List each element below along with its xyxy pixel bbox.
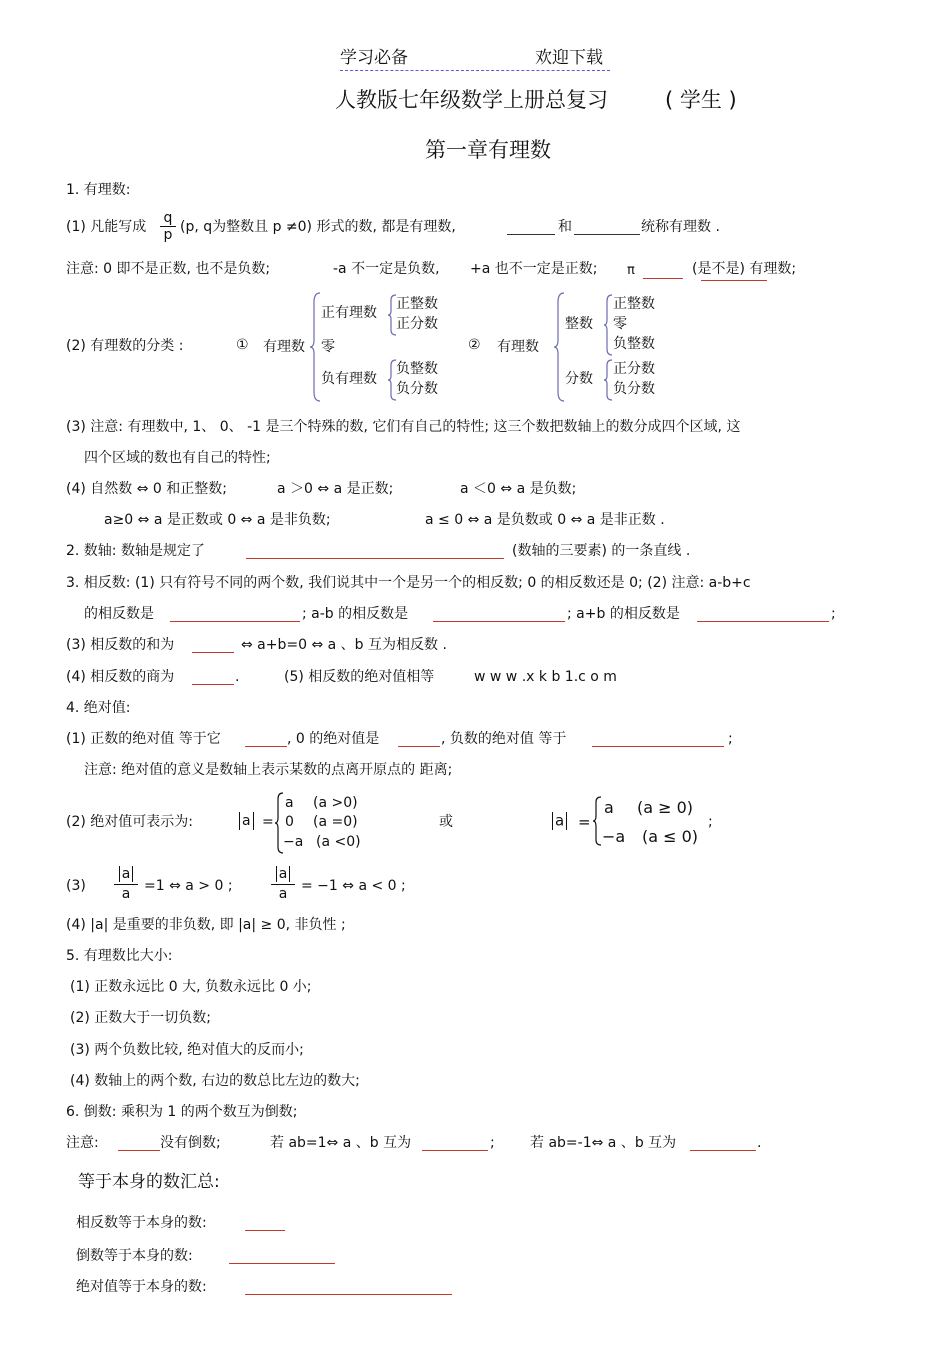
abs-bar-right <box>289 866 290 882</box>
piece-3-cond: (a <0) <box>316 834 361 850</box>
s1-note-b: -a 不一定是负数, <box>333 261 440 277</box>
fraction-numerator <box>271 864 295 884</box>
c2-number: ② <box>468 337 481 353</box>
blank-sum-1 <box>245 1218 285 1231</box>
abs-lhs-2 <box>550 812 569 830</box>
piece-1-cond: (a >0) <box>313 795 358 811</box>
c1-number: ① <box>236 337 249 353</box>
fraction-numerator: q <box>163 210 173 226</box>
s6-ab-neg1: 若 ab=-1⇔ a 、b 互为 <box>530 1135 677 1151</box>
s4-line2-semi: ; <box>708 814 713 830</box>
s4-line1b: , 0 的绝对值是 <box>287 731 380 747</box>
blank-numberline <box>246 546 504 559</box>
piece2-2-cond: (a ≤ 0) <box>642 827 699 846</box>
s6-ab-1: 若 ab=1⇔ a 、b 互为 <box>270 1135 412 1151</box>
s1-note-a: 注意: 0 即不是正数, 也不是负数; <box>66 261 271 277</box>
summary-row-1: 相反数等于本身的数: <box>76 1215 207 1231</box>
summary-heading: 等于本身的数汇总: <box>78 1172 220 1192</box>
c2-fraction-pos: 正分数 <box>613 361 655 377</box>
abs-eq-1: = <box>262 814 274 830</box>
abs-var: a <box>242 813 251 829</box>
fraction-abs-a-over-a-1 <box>114 864 138 903</box>
fraction-denominator: a <box>114 884 138 903</box>
blank-4b <box>398 734 440 747</box>
piece-2-cond: (a =0) <box>313 814 358 830</box>
c1-positive: 正有理数 <box>321 305 377 321</box>
page-title-suffix: ( 学生 ) <box>665 88 737 112</box>
blank-1a <box>507 222 555 235</box>
c2-integer-zero: 零 <box>613 316 627 332</box>
c1-positive-frac: 正分数 <box>396 316 438 332</box>
header-dashed-line <box>340 70 610 71</box>
c2-fraction-neg: 负分数 <box>613 381 655 397</box>
s4-heading: 4. 绝对值: <box>66 700 131 716</box>
blank-sum-2 <box>229 1251 335 1264</box>
blank-sum-3 <box>245 1282 452 1295</box>
piece-1-expr: a <box>285 795 294 811</box>
c1-negative-int: 负整数 <box>396 361 438 377</box>
s6-period: . <box>757 1135 762 1151</box>
piece2-1-expr: a <box>604 798 614 817</box>
abs-bar-right <box>132 866 133 882</box>
c1-zero: 零 <box>321 339 335 355</box>
abs-eq-2: = <box>578 813 591 831</box>
s5-item-4: (4) 数轴上的两个数, 右边的数总比左边的数大; <box>70 1073 360 1089</box>
s6-heading: 6. 倒数: 乘积为 1 的两个数互为倒数; <box>66 1104 298 1120</box>
blank-pi <box>643 266 683 279</box>
c1-root: 有理数 <box>263 339 305 355</box>
s4-line2-label: (2) 绝对值可表示为: <box>66 814 193 830</box>
piece-3-expr: −a <box>283 834 304 850</box>
s3-line1: 3. 相反数: (1) 只有符号不同的两个数, 我们说其中一个是另一个的相反数; 0 的相反数还是 0; (2) 注意: a-b+c <box>66 575 751 591</box>
s2-lead: 2. 数轴: 数轴是规定了 <box>66 543 205 559</box>
abs-bar-right <box>566 812 567 830</box>
abs-bar-right <box>253 812 254 830</box>
s4-or: 或 <box>439 814 453 830</box>
c1-positive-int: 正整数 <box>396 296 438 312</box>
s1-line1-condition: (p, q为整数且 p ≠0) 形式的数, 都是有理数, <box>180 219 456 235</box>
s1-line4a-3: a ＜0 ⇔ a 是负数; <box>460 481 577 497</box>
fraction-denominator: a <box>271 884 295 903</box>
c2-integer-neg: 负整数 <box>613 336 655 352</box>
s2-tail: (数轴的三要素) 的一条直线 . <box>512 543 691 559</box>
s1-classification-label: (2) 有理数的分类 : <box>66 338 184 354</box>
chapter-title: 第一章有理数 <box>425 138 551 162</box>
summary-row-2: 倒数等于本身的数: <box>76 1248 193 1264</box>
c2-fraction: 分数 <box>565 371 593 387</box>
blank-3b <box>433 609 565 622</box>
s4-note: 注意: 绝对值的意义是数轴上表示某数的点离开原点的 距离; <box>84 762 453 778</box>
piece2-1-cond: (a ≥ 0) <box>637 798 694 817</box>
s6-semi: ; <box>490 1135 495 1151</box>
s1-note-pi: π <box>627 263 635 278</box>
s4-frac1-rest: =1 ⇔ a > 0 ; <box>144 878 233 894</box>
s3-line2a: 的相反数是 <box>84 606 154 622</box>
s4-line1d: ; <box>728 731 733 747</box>
blank-6c <box>690 1138 756 1151</box>
s4-line3-label: (3) <box>66 878 86 894</box>
c2-integer: 整数 <box>565 316 593 332</box>
abs-var: a <box>121 866 131 882</box>
s5-item-1: (1) 正数永远比 0 大, 负数永远比 0 小; <box>70 979 312 995</box>
s4-line1a: (1) 正数的绝对值 等于它 <box>66 731 221 747</box>
s3-line3a: (3) 相反数的和为 <box>66 637 175 653</box>
s4-frac2-rest: = −1 ⇔ a < 0 ; <box>301 878 406 894</box>
blank-3c <box>697 609 829 622</box>
blank-4a <box>245 734 287 747</box>
blank-3a <box>170 609 300 622</box>
blank-4c <box>592 734 724 747</box>
abs-bar-left <box>276 866 277 882</box>
s1-line1-lead: (1) 凡能写成 <box>66 219 147 235</box>
s4-line1c: , 负数的绝对值 等于 <box>441 731 567 747</box>
s1-note-d: (是不是) 有理数; <box>692 261 797 277</box>
s5-heading: 5. 有理数比大小: <box>66 948 173 964</box>
s3-line2b: ; a-b 的相反数是 <box>302 606 409 622</box>
s3-line2c: ; a+b 的相反数是 <box>567 606 680 622</box>
piece2-2-expr: −a <box>602 827 626 846</box>
s1-line3b: 四个区域的数也有自己的特性; <box>84 450 271 466</box>
blank-3e <box>192 672 234 685</box>
s1-note-c: +a 也不一定是正数; <box>470 261 598 277</box>
abs-bar-left <box>552 812 553 830</box>
page-title: 人教版七年级数学上册总复习 <box>335 88 608 112</box>
header-left: 学习必备 <box>340 48 408 68</box>
fraction-abs-a-over-a-2 <box>271 864 295 903</box>
s1-line1-tail: 统称有理数 . <box>641 219 720 235</box>
s3-line3b: ⇔ a+b=0 ⇔ a 、b 互为相反数 . <box>241 637 447 653</box>
s1-line4a-1: (4) 自然数 ⇔ 0 和正整数; <box>66 481 227 497</box>
s1-line1-and: 和 <box>558 219 572 235</box>
piece-2-expr: 0 <box>285 814 294 830</box>
s1-heading: 1. 有理数: <box>66 182 131 198</box>
underline-shi-bu-shi <box>701 280 767 281</box>
c2-root: 有理数 <box>497 339 539 355</box>
s3-line2d: ; <box>831 606 836 622</box>
blank-3d <box>192 640 234 653</box>
fraction-numerator <box>114 864 138 884</box>
c1-negative: 负有理数 <box>321 371 377 387</box>
s1-line4b-2: a ≤ 0 ⇔ a 是负数或 0 ⇔ a 是非正数 . <box>425 512 665 528</box>
s1-line3a: (3) 注意: 有理数中, 1、 0、 -1 是三个特殊的数, 它们有自己的特性; 这三个数把数轴上的数分成四个区域, 这 <box>66 419 741 435</box>
abs-var: a <box>555 811 565 830</box>
fraction-q-over-p <box>160 210 176 243</box>
s4-line4: (4) |a| 是重要的非负数, 即 |a| ≥ 0, 非负性 ; <box>66 917 346 933</box>
s6-no-reciprocal: 没有倒数; <box>160 1135 221 1151</box>
header-right: 欢迎下载 <box>535 48 603 68</box>
fraction-denominator: p <box>160 226 176 243</box>
abs-lhs-1 <box>237 812 256 830</box>
summary-row-3: 绝对值等于本身的数: <box>76 1279 207 1295</box>
s1-line4b-1: a≥0 ⇔ a 是正数或 0 ⇔ a 是非负数; <box>104 512 331 528</box>
c1-negative-frac: 负分数 <box>396 381 438 397</box>
abs-var: a <box>278 866 288 882</box>
abs-bar-left <box>119 866 120 882</box>
blank-1b <box>574 222 640 235</box>
s5-item-2: (2) 正数大于一切负数; <box>70 1010 211 1026</box>
s3-watermark: w w w .x k b 1.c o m <box>474 669 617 685</box>
c2-integer-pos: 正整数 <box>613 296 655 312</box>
blank-6a <box>118 1138 160 1151</box>
s1-line4a-2: a ＞0 ⇔ a 是正数; <box>277 481 394 497</box>
s6-note: 注意: <box>66 1135 99 1151</box>
s3-line4c: (5) 相反数的绝对值相等 <box>284 669 435 685</box>
s5-item-3: (3) 两个负数比较, 绝对值大的反而小; <box>70 1042 304 1058</box>
blank-6b <box>422 1138 488 1151</box>
s3-line4a: (4) 相反数的商为 <box>66 669 175 685</box>
s3-line4b: . <box>235 669 240 685</box>
abs-bar-left <box>239 812 240 830</box>
